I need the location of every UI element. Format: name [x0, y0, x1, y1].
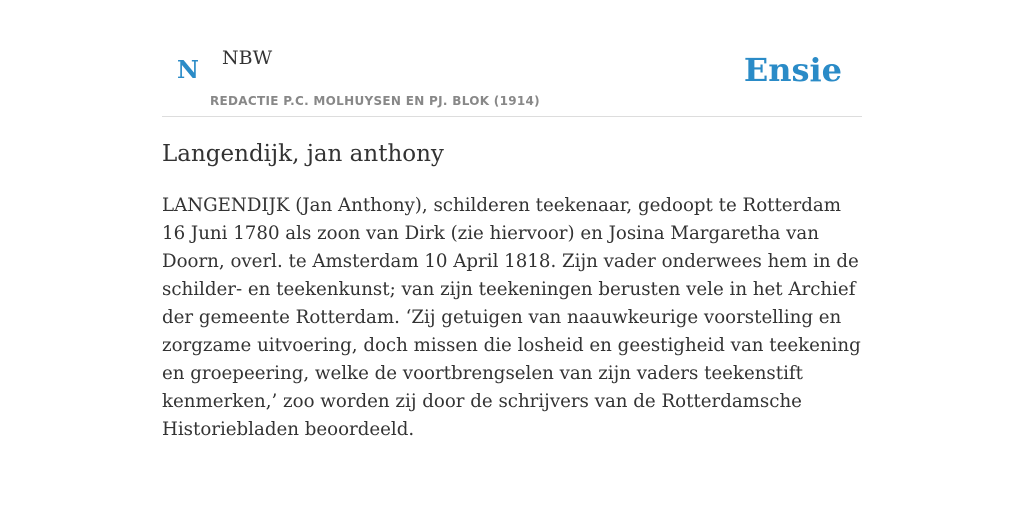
entry-title: Langendijk, jan anthony [162, 141, 444, 167]
entry-body-text: LANGENDIJK (Jan Anthony), schilderen teekenaar, gedoopt te Rotterdam 16 Juni 1780 als zoon van Dirk (zie hiervoor) en Josina Margaretha van Doorn, overl. te Amsterdam 10 April 1818. Zijn vader onderwees hem in de schilder- en teekenkunst; van zijn teekeningen berusten vele in het Archief der gemeente Rotterdam. ‘Zij getuigen van naauwkeurige voorstelling en zorgzame uitvoering, doch missen die losheid en geestigheid van teekening en groepeering, welke de voortbrengselen van zijn vaders teekenstift kenmerken,’ zoo worden zij door de schrijvers van de Rotterdamsche Historiebladen beoordeeld. [162, 195, 861, 440]
source-logo-link[interactable]: N [177, 55, 199, 84]
brand-logo-link[interactable]: Ensie [743, 51, 842, 89]
site-header [162, 0, 862, 117]
source-subtitle: REDACTIE P.C. MOLHUYSEN EN PJ. BLOK (1914) [210, 94, 540, 108]
source-title-link[interactable]: NBW [222, 47, 273, 69]
